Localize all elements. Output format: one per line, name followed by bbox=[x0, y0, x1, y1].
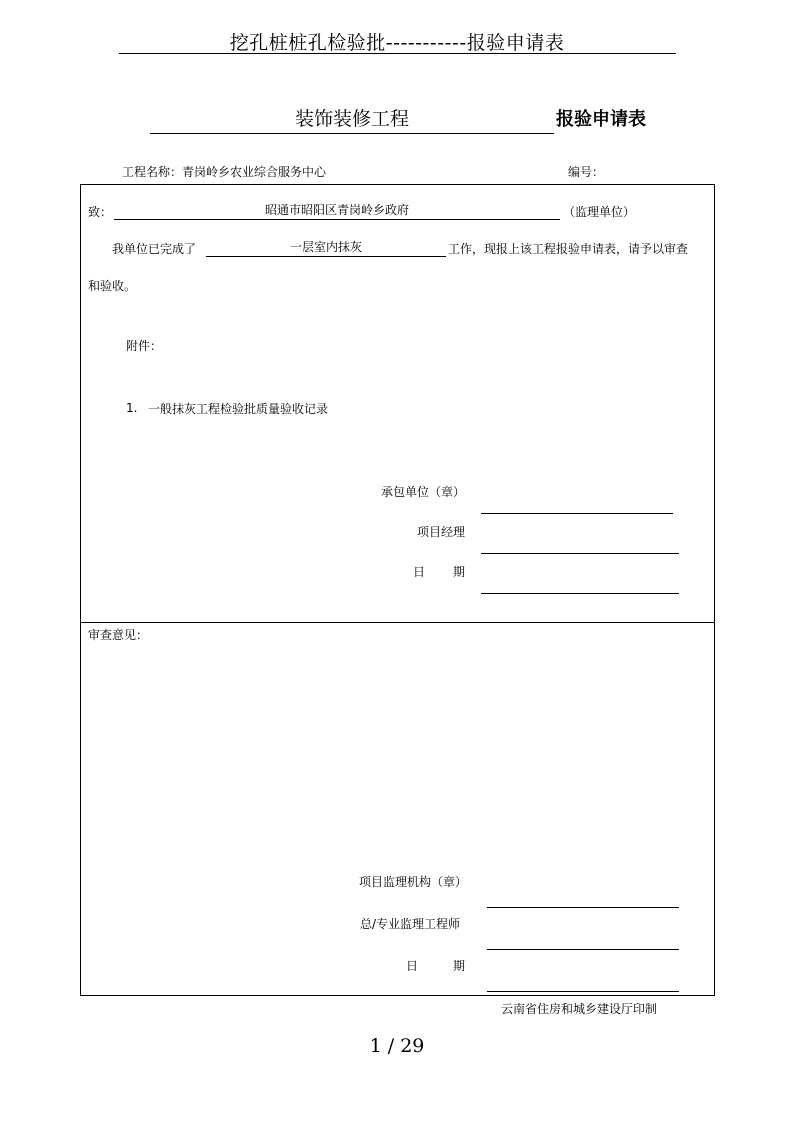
project-manager-label: 项目经理 bbox=[416, 525, 465, 539]
attachment-number: 1. bbox=[126, 401, 138, 415]
body-text-part3: 和验收。 bbox=[88, 279, 137, 293]
review-date-label-char1: 日 bbox=[406, 959, 419, 973]
document-title bbox=[150, 104, 646, 130]
supervision-org-seal-label: 项目监理机构（章） bbox=[359, 875, 468, 889]
project-manager-signature-line bbox=[481, 553, 679, 554]
contractor-signature-line bbox=[481, 513, 673, 514]
body-text-part2: 工作，现报上该工程报验申请表，请予以审查 bbox=[448, 242, 689, 256]
document-title-underlined: 装饰装修工程 bbox=[150, 104, 554, 134]
review-opinion-label: 审查意见： bbox=[88, 628, 149, 642]
page-header-title: 挖孔桩桩孔检验批-----------报验申请表 bbox=[229, 32, 565, 54]
date-signature-line bbox=[481, 593, 679, 594]
body-text-part1: 我单位已完成了 bbox=[112, 242, 197, 256]
form-section-divider bbox=[80, 622, 715, 623]
printer-credit: 云南省住房和城乡建设厅印制 bbox=[501, 1002, 658, 1016]
supervision-org-signature-line bbox=[487, 907, 679, 908]
review-date-label-char2: 期 bbox=[453, 959, 466, 973]
date-label-char2: 期 bbox=[453, 565, 466, 579]
header-rule bbox=[119, 53, 676, 54]
contractor-seal-label: 承包单位（章） bbox=[380, 485, 465, 499]
chief-engineer-label: 总/专业监理工程师 bbox=[360, 917, 461, 931]
document-number-label: 编号： bbox=[568, 165, 605, 179]
to-recipient-field: 昭通市昭阳区青岗岭乡政府 bbox=[114, 201, 560, 220]
chief-engineer-signature-line bbox=[487, 949, 679, 950]
page-number: 1 / 29 bbox=[369, 1035, 425, 1057]
work-item-field: 一层室内抹灰 bbox=[206, 238, 446, 257]
attachment-label: 附件： bbox=[126, 339, 163, 353]
date-label-char1: 日 bbox=[413, 565, 426, 579]
to-prefix: 致： bbox=[88, 205, 113, 219]
to-suffix: （监理单位） bbox=[563, 205, 636, 219]
document-title-bold: 报验申请表 bbox=[556, 109, 646, 130]
attachment-item: 一般抹灰工程检验批质量验收记录 bbox=[148, 402, 329, 416]
project-name-label: 工程名称：青岗岭乡农业综合服务中心 bbox=[122, 165, 327, 179]
review-date-signature-line bbox=[487, 991, 679, 992]
